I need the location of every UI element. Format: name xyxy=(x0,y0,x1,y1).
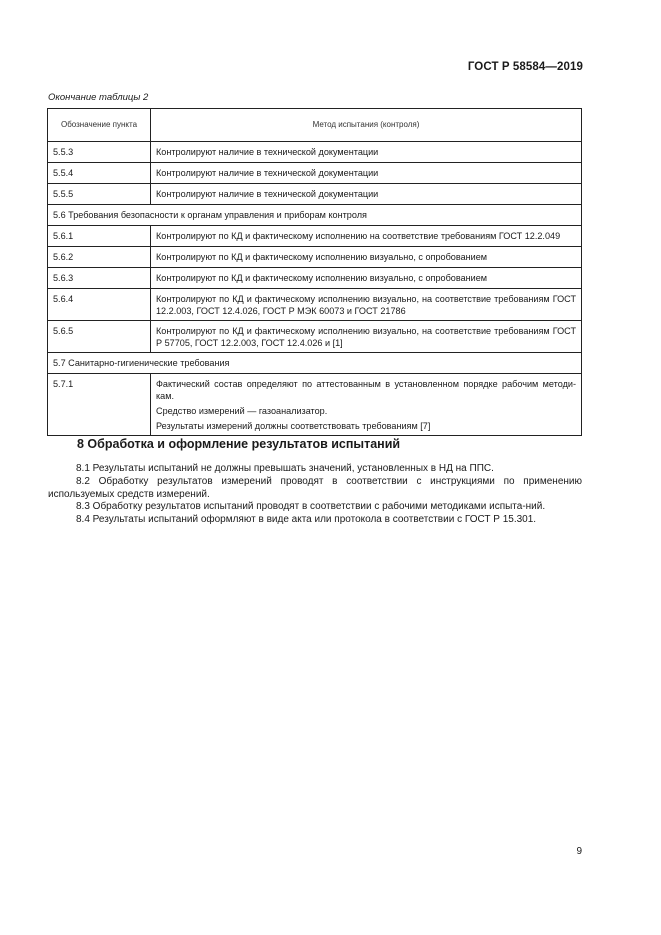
method-paragraph: Средство измерений — газоанализатор. xyxy=(156,406,328,416)
method-text: Контролируют по КД и фактическому исполнению на соответствие требованиям ГОСТ 12.2.049 xyxy=(151,226,582,247)
test-methods-table xyxy=(47,108,582,436)
item-number: 5.6.5 xyxy=(48,321,151,353)
method-text: Контролируют по КД и фактическому исполнению визуально, на соответствие требованиям ГОСТ Р 57705, ГОСТ 12.2.003, ГОСТ 12.4.026 и [1] xyxy=(151,321,582,353)
table-row xyxy=(48,184,582,205)
page-number: 9 xyxy=(576,846,582,857)
col-header-method: Метод испытания (контроля) xyxy=(151,109,582,142)
method-text xyxy=(151,374,582,436)
table-section-row xyxy=(48,205,582,226)
table-caption: Окончание таблицы 2 xyxy=(48,92,149,103)
table-row xyxy=(48,142,582,163)
item-number: 5.5.4 xyxy=(48,163,151,184)
item-number: 5.6.1 xyxy=(48,226,151,247)
item-number: 5.5.5 xyxy=(48,184,151,205)
table-row xyxy=(48,247,582,268)
method-text: Контролируют по КД и фактическому исполнению визуально, на соответствие требованиям ГОСТ 12.2.003, ГОСТ 12.4.026, ГОСТ Р МЭК 60073 и ГОСТ 21786 xyxy=(151,289,582,321)
section-title: 5.6 Требования безопасности к органам управления и приборам контроля xyxy=(48,205,582,226)
item-number: 5.6.3 xyxy=(48,268,151,289)
table-row xyxy=(48,226,582,247)
table-row xyxy=(48,163,582,184)
section-paragraph: 8.1 Результаты испытаний не должны превышать значений, установленных в НД на ППС. xyxy=(76,463,494,474)
section-paragraph: 8.2 Обработку результатов измерений проводят в соответствии с инструкциями по применению используемых средств измерений. xyxy=(48,475,582,500)
method-text: Контролируют по КД и фактическому исполнению визуально, с опробованием xyxy=(151,268,582,289)
table-row xyxy=(48,268,582,289)
section-title: 5.7 Санитарно-гигиенические требования xyxy=(48,353,582,374)
method-text: Контролируют наличие в технической документации xyxy=(151,184,582,205)
item-number: 5.6.2 xyxy=(48,247,151,268)
section-paragraph: 8.3 Обработку результатов испытаний проводят в соответствии с рабочими методиками испыта-ний. xyxy=(76,501,546,513)
method-paragraph: Результаты измерений должны соответствовать требованиям [7] xyxy=(156,421,431,431)
method-text: Контролируют наличие в технической документации xyxy=(151,142,582,163)
section-heading: 8 Обработка и оформление результатов испытаний xyxy=(77,437,401,451)
section-paragraph: 8.4 Результаты испытаний оформляют в виде акта или протокола в соответствии с ГОСТ Р 15.301. xyxy=(76,514,537,526)
section-body xyxy=(48,463,582,527)
item-number: 5.6.4 xyxy=(48,289,151,321)
table-row xyxy=(48,289,582,321)
table-row xyxy=(48,321,582,353)
table-section-row xyxy=(48,353,582,374)
method-text: Контролируют по КД и фактическому исполнению визуально, с опробованием xyxy=(151,247,582,268)
item-number: 5.7.1 xyxy=(48,374,151,436)
method-paragraph: Фактический состав определяют по аттестованным в установленном порядке рабочим методи-кам. xyxy=(156,379,576,401)
standard-code: ГОСТ Р 58584—2019 xyxy=(467,61,583,73)
method-text: Контролируют наличие в технической документации xyxy=(151,163,582,184)
item-number: 5.5.3 xyxy=(48,142,151,163)
table-header-row xyxy=(48,109,582,142)
col-header-item: Обозначение пункта xyxy=(48,109,151,142)
table-row xyxy=(48,374,582,436)
